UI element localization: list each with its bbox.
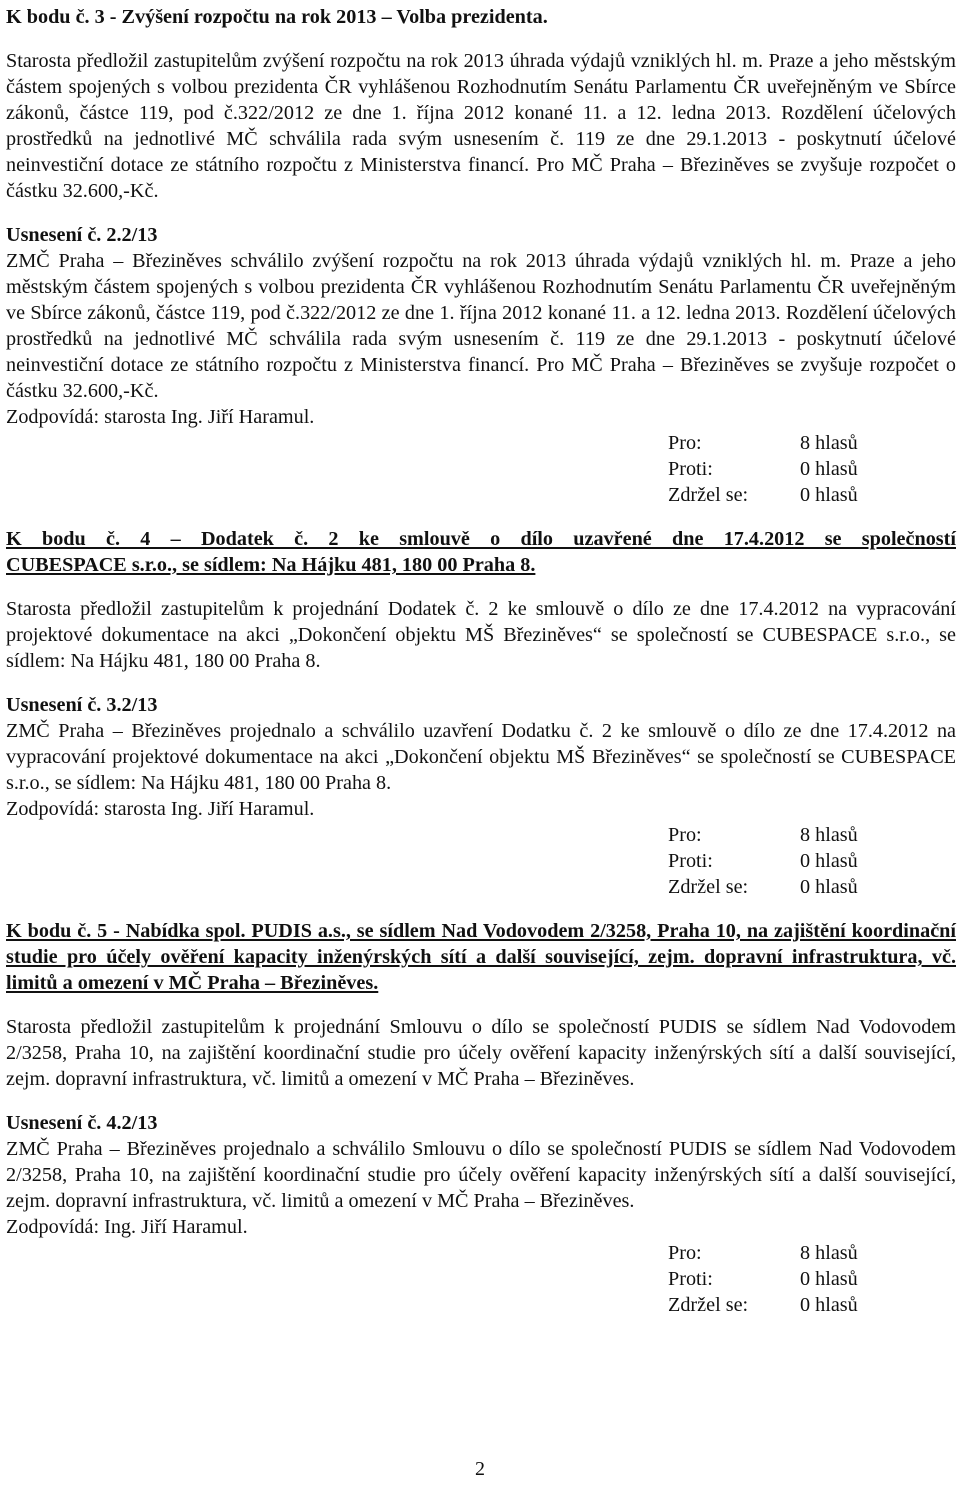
section-heading-bod3: K bodu č. 3 - Zvýšení rozpočtu na rok 2013 – Volba prezidenta. [6,6,548,28]
vote-zdrzel-label: Zdržel se: [668,1294,749,1316]
vote-zdrzel-label: Zdržel se: [668,484,749,506]
section-heading-bod5: K bodu č. 5 - Nabídka spol. PUDIS a.s., se sídlem Nad Vodovodem 2/3258, Praha 10, na zajištění koordinační studie pro účely ověření kapacity inženýrských sítí a další související, zejm. dopravní infrastruktura, vč. limitů a omezení v MČ Praha – Březiněves. [6,920,956,994]
vote-pro-value: 8 hlasů [800,432,858,454]
section-intro-bod5: Starosta předložil zastupitelům k projednání Smlouvu o dílo se společností PUDIS se sídlem Nad Vodovodem 2/3258, Praha 10, na zajištění koordinační studie pro účely ověření kapacity inženýrských sítí a další související, zejm. dopravní infrastruktura, vč. limitů a omezení v MČ Praha – Březiněves. [6,1016,956,1090]
vote-proti-label: Proti: [668,1268,713,1290]
resolution-title-bod3: Usnesení č. 2.2/13 [6,224,158,246]
resolution-text-bod3: ZMČ Praha – Březiněves schválilo zvýšení rozpočtu na rok 2013 úhrada výdajů vzniklých hl. m. Praze a jeho městským částem spojených s volbou prezidenta ČR vyhlášenou Rozhodnutím Senátu Parlamentu ČR uveřejněným ve Sbírce zákonů, částce 119, pod č.322/2012 ze dne 1. října 2012 konané 11. a 12. ledna 2013. Rozdělení účelových prostředků na jednotlivé MČ schválila rada svým usnesením č. 119 ze dne 29.1.2013 - poskytnutí účelové neinvestiční dotace ze státního rozpočtu z Ministerstva financí. Pro MČ Praha – Březiněves se zvyšuje rozpočet o částku 32.600,-Kč. [6,250,956,402]
vote-zdrzel-value: 0 hlasů [800,484,858,506]
vote-pro-value: 8 hlasů [800,1242,858,1264]
vote-pro-label: Pro: [668,1242,702,1264]
resolution-title-bod5: Usnesení č. 4.2/13 [6,1112,158,1134]
vote-proti-label: Proti: [668,850,713,872]
vote-proti-value: 0 hlasů [800,1268,858,1290]
vote-table-bod5 [668,1240,956,1318]
section-intro-bod4: Starosta předložil zastupitelům k projednání Dodatek č. 2 ke smlouvě o dílo ze dne 17.4.2012 na vypracování projektové dokumentace na akci „Dokončení objektu MŠ Březiněves“ se společností se CUBESPACE s.r.o., se sídlem: Na Hájku 481, 180 00 Praha 8. [6,598,956,672]
vote-zdrzel-value: 0 hlasů [800,876,858,898]
vote-table-bod4 [668,822,956,900]
vote-proti-label: Proti: [668,458,713,480]
responsible-bod3: Zodpovídá: starosta Ing. Jiří Haramul. [6,406,315,428]
vote-pro-label: Pro: [668,824,702,846]
section-heading-bod4-line2: CUBESPACE s.r.o., se sídlem: Na Hájku 481, 180 00 Praha 8. [6,554,536,576]
section-heading-bod4 [6,526,956,578]
responsible-bod4: Zodpovídá: starosta Ing. Jiří Haramul. [6,798,315,820]
vote-zdrzel-label: Zdržel se: [668,876,749,898]
vote-proti-value: 0 hlasů [800,458,858,480]
section-heading-bod4-line1: K bodu č. 4 – Dodatek č. 2 ke smlouvě o dílo uzavřené dne 17.4.2012 se společností [6,528,956,550]
section-intro-bod3: Starosta předložil zastupitelům zvýšení rozpočtu na rok 2013 úhrada výdajů vzniklých hl. m. Praze a jeho městským částem spojených s volbou prezidenta ČR vyhlášenou Rozhodnutím Senátu Parlamentu ČR uveřejněným ve Sbírce zákonů, částce 119, pod č.322/2012 ze dne 1. října 2012 konané 11. a 12. ledna 2013. Rozdělení účelových prostředků na jednotlivé MČ schválila rada svým usnesením č. 119 ze dne 29.1.2013 - poskytnutí účelové neinvestiční dotace ze státního rozpočtu z Ministerstva financí. Pro MČ Praha – Březiněves se zvyšuje rozpočet o částku 32.600,-Kč. [6,50,956,202]
vote-proti-value: 0 hlasů [800,850,858,872]
vote-pro-label: Pro: [668,432,702,454]
vote-pro-value: 8 hlasů [800,824,858,846]
resolution-text-bod4: ZMČ Praha – Březiněves projednalo a schválilo uzavření Dodatku č. 2 ke smlouvě o dílo ze dne 17.4.2012 na vypracování projektové dokumentace na akci „Dokončení objektu MŠ Březiněves“ se společností se CUBESPACE s.r.o., se sídlem: Na Hájku 481, 180 00 Praha 8. [6,720,956,794]
responsible-bod5: Zodpovídá: Ing. Jiří Haramul. [6,1216,248,1238]
page-number: 2 [475,1458,485,1480]
vote-table-bod3 [668,430,956,508]
vote-zdrzel-value: 0 hlasů [800,1294,858,1316]
resolution-text-bod5: ZMČ Praha – Březiněves projednalo a schválilo Smlouvu o dílo se společností PUDIS se sídlem Nad Vodovodem 2/3258, Praha 10, na zajištění koordinační studie pro účely ověření kapacity inženýrských sítí a další související, zejm. dopravní infrastruktura, vč. limitů a omezení v MČ Praha – Březiněves. [6,1138,956,1212]
document-page [6,4,956,1318]
resolution-title-bod4: Usnesení č. 3.2/13 [6,694,158,716]
